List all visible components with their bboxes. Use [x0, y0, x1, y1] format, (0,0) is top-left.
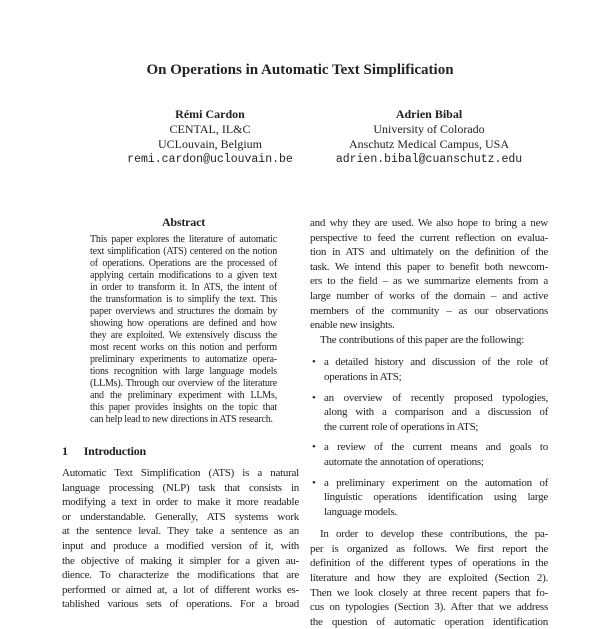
text-line: most recent works on this notion and perform	[90, 342, 277, 353]
section-heading: 1 Introduction	[62, 444, 146, 458]
author-affiliation: Anschutz Medical Campus, USA	[349, 137, 509, 151]
author-affiliation: University of Colorado	[373, 122, 485, 136]
text-line: • a review of the current means and goals to	[324, 441, 548, 454]
text-line: members of the community – as our observations	[310, 304, 548, 317]
text-line: or understandable. Generally, ATS systems work	[62, 510, 299, 523]
text-line: Automatic Text Simplification (ATS) is a natural	[62, 467, 299, 479]
text-line: can help lead to new directions in ATS research.	[90, 414, 273, 425]
abstract	[90, 214, 277, 426]
author-name: Rémi Cardon	[175, 107, 245, 121]
text-line: dience. To characterize the modifications that are	[62, 569, 299, 582]
author-email: adrien.bibal@cuanschutz.edu	[335, 153, 523, 166]
text-line: the current role of operations in ATS;	[324, 420, 479, 433]
text-line: automate the annotation of operations;	[324, 455, 484, 468]
text-line: the transformation is to simplify the text. This	[90, 294, 277, 305]
text-line: performed or aimed at, a lot of different works es-	[62, 583, 299, 596]
text-line: this paper provides insights on the topic that	[90, 402, 277, 413]
contribution-bullet	[310, 440, 548, 469]
author-affiliation: CENTAL, IL&C	[169, 122, 251, 136]
text-line: operations in ATS;	[324, 370, 402, 383]
text-line: • an overview of recently proposed typologies,	[324, 391, 548, 404]
text-line: tion in ATS and ultimately on the definition of the	[310, 246, 548, 259]
contribution-bullet	[310, 355, 548, 384]
contribution-bullet	[310, 476, 548, 520]
text-line: in order to transform it. In ATS, the intent of	[90, 282, 277, 293]
text-line: input and produce a modified version of it, with	[62, 539, 299, 552]
text-line: literature and how they are exploited (Section 2).	[310, 572, 548, 585]
text-line: • a preliminary experiment on the automation of	[324, 476, 548, 489]
contribution-bullet	[310, 391, 548, 435]
text-line: language processing (NLP) task that consists in	[62, 481, 299, 494]
author-1	[90, 107, 330, 167]
text-line: at the sentence leval. They take a sentence as an	[62, 525, 299, 538]
author-2	[309, 107, 549, 167]
text-line: • a detailed history and discussion of the role of	[324, 356, 548, 369]
author-affiliation: UCLouvain, Belgium	[158, 137, 262, 151]
text-line: Then we look closely at three recent papers that fo-	[310, 586, 548, 599]
text-line: and why they are used. We also hope to bring a new	[310, 217, 548, 229]
text-line: applying certain modifications to a given text	[90, 270, 277, 281]
text-line: they are exploited. We extensively discuss the	[90, 330, 277, 341]
text-line: modifying a text in order to make it more readable	[62, 496, 299, 509]
text-line: language models.	[324, 505, 397, 518]
text-line: preliminary experiments to automatize opera-	[90, 354, 277, 365]
text-line: and the preliminary experiment with LLMs,	[90, 390, 277, 401]
text-line: per is organized as follows. We first report the	[310, 542, 548, 555]
text-line: large number of works of the domain – and active	[310, 289, 548, 302]
text-line: tions recognition with large language models	[90, 366, 277, 377]
abstract-heading: Abstract	[161, 215, 206, 229]
text-line: cus on typologies (Section 3). After that we address	[310, 601, 548, 614]
author-email: remi.cardon@uclouvain.be	[127, 153, 293, 166]
text-line: paper overviews and structures the domain by	[90, 306, 277, 317]
text-line: showing how operations are defined and how	[90, 318, 277, 329]
text-line: tablished various sets of operations. For a broad	[62, 598, 299, 611]
text-line: task. We intend this paper to benefit both newcom-	[310, 260, 548, 273]
text-line: (LLMs). Through our overview of the literature	[90, 378, 277, 389]
text-line: text simplification (ATS) centered on the notion	[90, 246, 277, 257]
introduction-section	[62, 444, 299, 612]
right-column	[310, 216, 548, 629]
paragraph-line: The contributions of this paper are the following:	[320, 333, 525, 346]
text-line: the question of automatic operation identification	[310, 615, 548, 628]
text-line: This paper explores the literature of automatic	[90, 234, 277, 245]
text-line: the objective of making it simpler for a given au-	[62, 554, 299, 567]
text-line: of operations. Operations are the processed of	[90, 258, 277, 269]
text-line: linguistic operations identification using large	[324, 491, 548, 504]
text-line: ers to the field – as we summarize elements from a	[310, 275, 548, 288]
text-line: enable new insights.	[310, 319, 395, 332]
text-line: In order to develop these contributions, the pa-	[320, 528, 548, 541]
author-name: Adrien Bibal	[395, 107, 463, 121]
paper-title: On Operations in Automatic Text Simplification	[146, 62, 454, 78]
text-line: definition of the different types of operations in the	[310, 557, 548, 570]
text-line: along with a comparison and a discussion of	[324, 406, 548, 419]
text-line: perspective to feed the current reflection on evalua-	[310, 231, 548, 244]
